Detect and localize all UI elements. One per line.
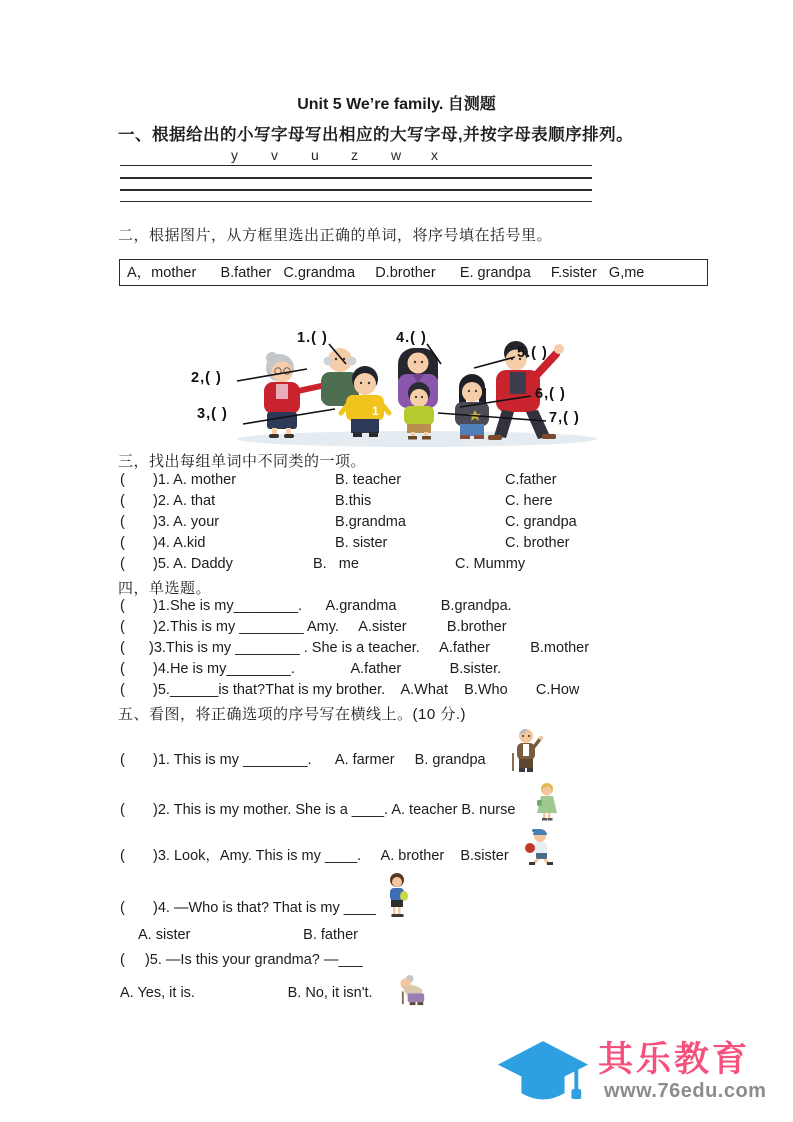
option-cell: C. grandpa [505,514,577,530]
brand-name: 其乐教育 [598,1040,751,1079]
odd-one-out-row [120,472,680,488]
odd-one-out-row [120,556,680,572]
option-cell: C.father [505,472,557,488]
odd-one-out-row [120,535,680,551]
writing-line [120,177,592,179]
picture-question-1: ( )1. This is my ________. A. farmer B. grandpa [120,752,486,768]
figure-label-2: 2,( ) [191,370,222,386]
mcq-item: ( )2.This is my ________ Amy. A.sister B.brother [120,619,507,635]
figure-label-7: 7,( ) [549,410,580,426]
option-cell: B. me [313,556,359,572]
section1-heading: 一、根据给出的小写字母写出相应的大写字母,并按字母表顺序排列。 [118,126,634,144]
option-cell: C. here [505,493,553,509]
letter-w: w [391,147,402,163]
figure-label-6: 6,( ) [535,386,566,402]
footer-brand-block [598,1042,766,1103]
sister-schoolgirl-icon [384,872,411,920]
writing-line [120,189,592,191]
option-cell: B.this [335,493,372,509]
question-cell: ( )5. A. Daddy [120,556,233,572]
question-cell: ( )3. A. your [120,514,220,530]
picture-question-5-options: A. Yes, it is. B. No, it isn't. [120,985,373,1001]
option-cell: C. brother [505,535,570,551]
section2-heading: 二，根据图片，从方框里选出正确的单词，将序号填在括号里。 [118,227,553,244]
letter-z: z [351,147,358,163]
boy-shirt-number: 1 [372,404,379,418]
brand-url: www.76edu.com [604,1080,767,1102]
figure-label-1: 1.( ) [297,330,328,346]
question-cell: ( )4. A.kid [120,535,206,551]
question-cell: ( )2. A. that [120,493,216,509]
option-cell: B.grandma [335,514,406,530]
person-little-boy [404,382,434,440]
grandma-hunched-icon [397,974,430,1007]
letter-u: u [311,147,319,163]
question-cell: ( )1. A. mother [120,472,237,488]
picture-question-2: ( )2. This is my mother. She is a ____. A. teacher B. nurse [120,802,516,818]
mother-nurse-icon [533,782,561,822]
writing-line [120,201,592,202]
letter-x: x [431,147,438,163]
odd-one-out-row [120,493,680,509]
mcq-item: ( )3.This is my ________ . She is a teacher. A.father B.mother [120,640,590,656]
section1-letters [231,147,471,163]
figure-label-4: 4.( ) [396,330,427,346]
mcq-item: ( )4.He is my________. A.father B.sister. [120,661,502,677]
picture-question-4-options: A. sister B. father [138,927,358,943]
section3-heading: 三，找出每组单词中不同类的一项。 [118,453,367,470]
picture-question-5: ( )5. —Is this your grandma? —___ [120,952,363,968]
figure-label-5: 5.( ) [517,345,548,361]
odd-one-out-row [120,514,680,530]
grandpa-with-cane-icon [506,726,546,774]
letter-v: v [271,147,278,163]
brother-basketball-icon [520,826,556,866]
picture-question-4: ( )4. —Who is that? That is my ____ [120,900,376,916]
person-grandma [264,352,321,438]
figure-label-3: 3,( ) [197,406,228,422]
page-title: Unit 5 We’re family. 自测题 [297,96,496,113]
word-bank-box: A，mother B.father C.grandma D.brother E. grandpa F.sister G,me [119,259,708,286]
picture-question-3: ( )3. Look，Amy. This is my ____. A. brother B.sister [120,848,509,864]
section4-heading: 四，单选题。 [118,580,212,597]
graduation-cap-icon [494,1036,592,1110]
letter-y: y [231,147,238,163]
mcq-item: ( )1.She is my________. A.grandma B.grandpa. [120,598,512,614]
mcq-item: ( )5.______is that?That is my brother. A.What B.Who C.How [120,682,580,698]
writing-line [120,165,592,166]
option-cell: B. teacher [335,472,402,488]
section5-heading: 五、看图，将正确选项的序号写在横线上。(10 分.) [118,706,467,723]
option-cell: C. Mummy [455,556,526,572]
option-cell: B. sister [335,535,388,551]
